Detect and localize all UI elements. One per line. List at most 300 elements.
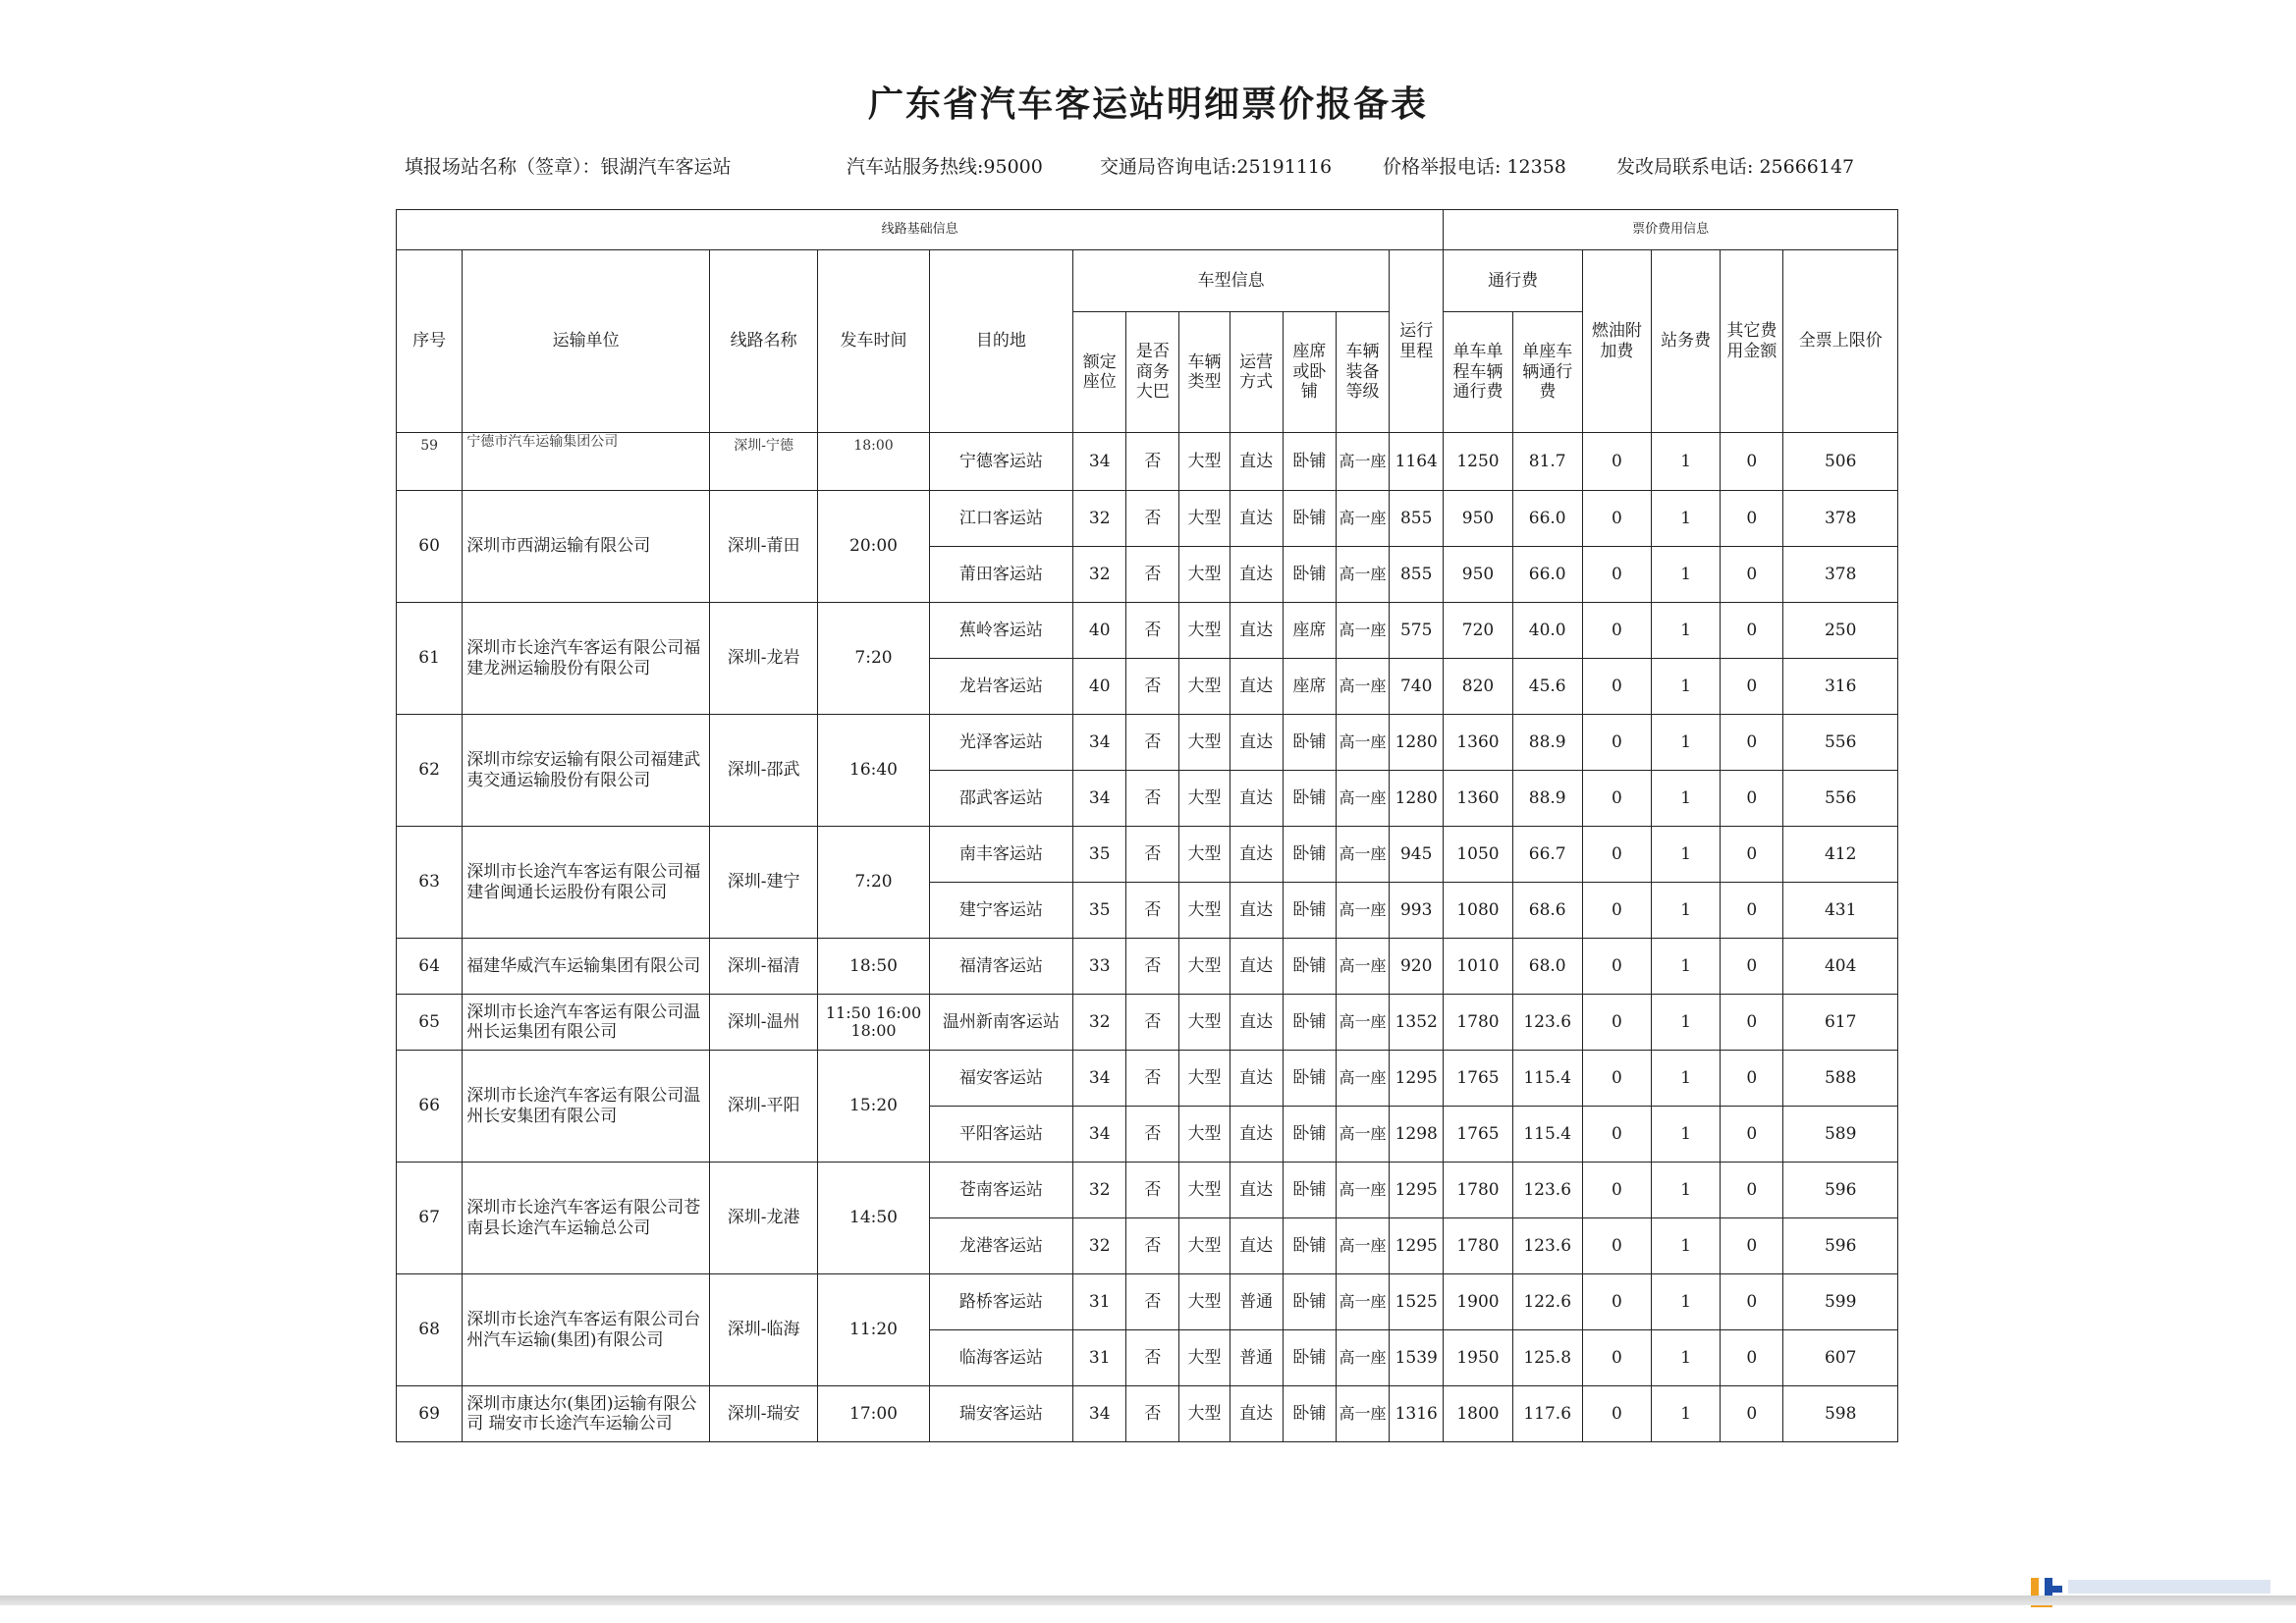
cell-vtype: 大型 <box>1179 1051 1230 1107</box>
cell-toll-seat: 40.0 <box>1512 603 1582 659</box>
cell-depart: 11:20 <box>818 1274 929 1386</box>
cell-max-price: 598 <box>1783 1386 1898 1442</box>
cell-berth: 卧铺 <box>1283 995 1336 1051</box>
cell-toll-seat: 88.9 <box>1512 715 1582 771</box>
cell-grade: 高一座 <box>1336 1218 1389 1274</box>
cell-operator: 深圳市长途汽车客运有限公司台州汽车运输(集团)有限公司 <box>463 1274 710 1386</box>
cell-operator: 福建华威汽车运输集团有限公司 <box>463 939 710 995</box>
cell-grade: 高一座 <box>1336 1163 1389 1218</box>
cell-grade: 高一座 <box>1336 433 1389 491</box>
cell-max-price: 250 <box>1783 603 1898 659</box>
cell-mileage: 945 <box>1390 827 1444 883</box>
cell-station-fee: 1 <box>1652 995 1721 1051</box>
cell-berth: 卧铺 <box>1283 1107 1336 1163</box>
cell-grade: 高一座 <box>1336 1107 1389 1163</box>
info-station: 填报场站名称（签章）：银湖汽车客运站 <box>405 156 732 178</box>
cell-fuel: 0 <box>1582 715 1651 771</box>
cell-toll-seat: 122.6 <box>1512 1274 1582 1330</box>
cell-toll-vehicle: 1800 <box>1444 1386 1512 1442</box>
cell-operator: 深圳市长途汽车客运有限公司福建省闽通长运股份有限公司 <box>463 827 710 939</box>
cell-seats: 31 <box>1073 1330 1126 1386</box>
table-row <box>397 1274 1898 1330</box>
cell-business: 否 <box>1126 433 1179 491</box>
cell-toll-seat: 125.8 <box>1512 1330 1582 1386</box>
cell-berth: 卧铺 <box>1283 491 1336 547</box>
cell-depart: 11:50 16:00 18:00 <box>818 995 929 1051</box>
cell-berth: 卧铺 <box>1283 1218 1336 1274</box>
cell-mode: 直达 <box>1230 491 1283 547</box>
header-vehicle-info: 车型信息 <box>1073 250 1390 312</box>
scan-edge-band <box>0 1596 2296 1605</box>
cell-fuel: 0 <box>1582 491 1651 547</box>
cell-station-fee: 1 <box>1652 603 1721 659</box>
cell-seats: 40 <box>1073 603 1126 659</box>
cell-business: 否 <box>1126 995 1179 1051</box>
cell-fuel: 0 <box>1582 1386 1651 1442</box>
header-station-fee: 站务费 <box>1652 250 1721 433</box>
info-price-report: 价格举报电话: 12358 <box>1383 156 1566 178</box>
cell-station-fee: 1 <box>1652 659 1721 715</box>
cell-grade: 高一座 <box>1336 771 1389 827</box>
cell-seats: 34 <box>1073 433 1126 491</box>
cell-other: 0 <box>1721 1330 1783 1386</box>
header-depart: 发车时间 <box>818 250 929 433</box>
cell-seats: 34 <box>1073 1051 1126 1107</box>
cell-mode: 直达 <box>1230 603 1283 659</box>
cell-toll-seat: 66.0 <box>1512 547 1582 603</box>
header-fuel: 燃油附加费 <box>1582 250 1651 433</box>
cell-max-price: 596 <box>1783 1163 1898 1218</box>
cell-dest: 路桥客运站 <box>929 1274 1072 1330</box>
cell-seats: 34 <box>1073 1386 1126 1442</box>
cell-toll-seat: 68.6 <box>1512 883 1582 939</box>
cell-berth: 卧铺 <box>1283 1051 1336 1107</box>
cell-dest: 江口客运站 <box>929 491 1072 547</box>
cell-toll-seat: 115.4 <box>1512 1107 1582 1163</box>
cell-mode: 直达 <box>1230 995 1283 1051</box>
cell-seq: 62 <box>397 715 463 827</box>
cell-toll-seat: 45.6 <box>1512 659 1582 715</box>
cell-mode: 直达 <box>1230 1051 1283 1107</box>
cell-seq: 63 <box>397 827 463 939</box>
cell-vtype: 大型 <box>1179 995 1230 1051</box>
site-logo-watermark <box>2029 1572 2274 1611</box>
cell-dest: 苍南客运站 <box>929 1163 1072 1218</box>
cell-toll-seat: 68.0 <box>1512 939 1582 995</box>
cell-grade: 高一座 <box>1336 1386 1389 1442</box>
cell-fuel: 0 <box>1582 827 1651 883</box>
cell-seq: 65 <box>397 995 463 1051</box>
header-destination: 目的地 <box>929 250 1072 433</box>
header-business: 是否商务大巴 <box>1126 312 1179 433</box>
cell-fuel: 0 <box>1582 1218 1651 1274</box>
header-max-price: 全票上限价 <box>1783 250 1898 433</box>
cell-dest: 南丰客运站 <box>929 827 1072 883</box>
table-row <box>397 603 1898 659</box>
cell-operator-text: 宁德市汽车运输集团公司 <box>466 434 619 450</box>
cell-grade: 高一座 <box>1336 995 1389 1051</box>
cell-fuel: 0 <box>1582 995 1651 1051</box>
cell-berth: 卧铺 <box>1283 1274 1336 1330</box>
cell-seats: 34 <box>1073 771 1126 827</box>
info-transport-phone: 交通局咨询电话:25191116 <box>1100 156 1333 178</box>
cell-other: 0 <box>1721 1274 1783 1330</box>
cell-business: 否 <box>1126 771 1179 827</box>
cell-seats: 32 <box>1073 491 1126 547</box>
cell-grade: 高一座 <box>1336 547 1389 603</box>
cell-fuel: 0 <box>1582 659 1651 715</box>
header-toll: 通行费 <box>1444 250 1582 312</box>
header-grade: 车辆装备等级 <box>1336 312 1389 433</box>
cell-other: 0 <box>1721 491 1783 547</box>
cell-max-price: 556 <box>1783 771 1898 827</box>
cell-other: 0 <box>1721 715 1783 771</box>
cell-fuel: 0 <box>1582 547 1651 603</box>
cell-dest: 建宁客运站 <box>929 883 1072 939</box>
cell-toll-vehicle: 950 <box>1444 491 1512 547</box>
cell-station-fee: 1 <box>1652 1274 1721 1330</box>
header-seats: 额定座位 <box>1073 312 1126 433</box>
cell-mode: 直达 <box>1230 1163 1283 1218</box>
header-route: 线路名称 <box>709 250 817 433</box>
cell-station-fee: 1 <box>1652 433 1721 491</box>
cell-depart: 20:00 <box>818 491 929 603</box>
cell-berth: 卧铺 <box>1283 827 1336 883</box>
cell-mode: 直达 <box>1230 939 1283 995</box>
cell-depart: 14:50 <box>818 1163 929 1274</box>
cell-vtype: 大型 <box>1179 547 1230 603</box>
cell-seq <box>397 433 463 491</box>
cell-max-price: 556 <box>1783 715 1898 771</box>
cell-grade: 高一座 <box>1336 603 1389 659</box>
cell-route: 深圳-平阳 <box>709 1051 817 1163</box>
cell-business: 否 <box>1126 547 1179 603</box>
cell-grade: 高一座 <box>1336 883 1389 939</box>
cell-route: 深圳-福清 <box>709 939 817 995</box>
table-row <box>397 1386 1898 1442</box>
cell-vtype: 大型 <box>1179 1274 1230 1330</box>
cell-business: 否 <box>1126 603 1179 659</box>
cell-toll-vehicle: 1250 <box>1444 433 1512 491</box>
cell-toll-vehicle: 1360 <box>1444 715 1512 771</box>
cell-dest: 光泽客运站 <box>929 715 1072 771</box>
cell-route: 深圳-温州 <box>709 995 817 1051</box>
cell-seats: 31 <box>1073 1274 1126 1330</box>
cell-other: 0 <box>1721 995 1783 1051</box>
cell-berth: 座席 <box>1283 603 1336 659</box>
cell-business: 否 <box>1126 883 1179 939</box>
cell-other: 0 <box>1721 939 1783 995</box>
cell-mileage: 1316 <box>1390 1386 1444 1442</box>
cell-toll-seat: 88.9 <box>1512 771 1582 827</box>
cell-depart: 7:20 <box>818 827 929 939</box>
cell-toll-seat: 123.6 <box>1512 1218 1582 1274</box>
cell-fuel: 0 <box>1582 1107 1651 1163</box>
cell-depart-text: 18:00 <box>853 438 894 454</box>
cell-mileage: 855 <box>1390 491 1444 547</box>
cell-mode: 普通 <box>1230 1274 1283 1330</box>
cell-max-price: 607 <box>1783 1330 1898 1386</box>
cell-toll-vehicle: 1010 <box>1444 939 1512 995</box>
cell-vtype: 大型 <box>1179 603 1230 659</box>
cell-toll-seat: 66.0 <box>1512 491 1582 547</box>
cell-station-fee: 1 <box>1652 1163 1721 1218</box>
cell-max-price: 617 <box>1783 995 1898 1051</box>
cell-fuel: 0 <box>1582 603 1651 659</box>
cell-vtype: 大型 <box>1179 883 1230 939</box>
cell-seats: 32 <box>1073 1163 1126 1218</box>
cell-mileage: 1295 <box>1390 1051 1444 1107</box>
fare-table <box>396 209 1898 1442</box>
cell-seq: 64 <box>397 939 463 995</box>
cell-max-price: 412 <box>1783 827 1898 883</box>
cell-dest: 莆田客运站 <box>929 547 1072 603</box>
cell-mode: 直达 <box>1230 771 1283 827</box>
cell-fuel: 0 <box>1582 433 1651 491</box>
info-ndrc-phone: 发改局联系电话: 25666147 <box>1616 156 1855 178</box>
table-row <box>397 491 1898 547</box>
cell-fuel: 0 <box>1582 1274 1651 1330</box>
cell-mode: 直达 <box>1230 827 1283 883</box>
header-seq: 序号 <box>397 250 463 433</box>
cell-toll-vehicle: 1360 <box>1444 771 1512 827</box>
cell-operator: 深圳市长途汽车客运有限公司苍南县长途汽车运输总公司 <box>463 1163 710 1274</box>
cell-business: 否 <box>1126 659 1179 715</box>
cell-business: 否 <box>1126 1218 1179 1274</box>
cell-grade: 高一座 <box>1336 827 1389 883</box>
cell-business: 否 <box>1126 715 1179 771</box>
cell-mileage: 740 <box>1390 659 1444 715</box>
cell-fuel: 0 <box>1582 771 1651 827</box>
header-other: 其它费用金额 <box>1721 250 1783 433</box>
cell-vtype: 大型 <box>1179 1386 1230 1442</box>
cell-route-text: 深圳-宁德 <box>734 438 794 454</box>
cell-other: 0 <box>1721 547 1783 603</box>
cell-other: 0 <box>1721 1386 1783 1442</box>
cell-seats: 33 <box>1073 939 1126 995</box>
cell-station-fee: 1 <box>1652 827 1721 883</box>
cell-berth: 卧铺 <box>1283 547 1336 603</box>
cell-route: 深圳-建宁 <box>709 827 817 939</box>
cell-toll-vehicle: 950 <box>1444 547 1512 603</box>
cell-max-price: 431 <box>1783 883 1898 939</box>
cell-dest: 平阳客运站 <box>929 1107 1072 1163</box>
cell-station-fee: 1 <box>1652 939 1721 995</box>
cell-mileage: 1525 <box>1390 1274 1444 1330</box>
cell-route: 深圳-瑞安 <box>709 1386 817 1442</box>
cell-depart: 16:40 <box>818 715 929 827</box>
cell-toll-seat: 115.4 <box>1512 1051 1582 1107</box>
cell-mode: 直达 <box>1230 1386 1283 1442</box>
cell-seats: 35 <box>1073 827 1126 883</box>
cell-mode: 直达 <box>1230 547 1283 603</box>
cell-vtype: 大型 <box>1179 433 1230 491</box>
cell-mileage: 855 <box>1390 547 1444 603</box>
cell-toll-vehicle: 1765 <box>1444 1051 1512 1107</box>
cell-route: 深圳-临海 <box>709 1274 817 1386</box>
fare-table-wrapper <box>396 209 1898 1442</box>
cell-grade: 高一座 <box>1336 1051 1389 1107</box>
cell-mileage: 993 <box>1390 883 1444 939</box>
cell-mode: 直达 <box>1230 1107 1283 1163</box>
cell-depart: 15:20 <box>818 1051 929 1163</box>
cell-other: 0 <box>1721 1107 1783 1163</box>
cell-mode: 直达 <box>1230 433 1283 491</box>
cell-operator: 深圳市综安运输有限公司福建武夷交通运输股份有限公司 <box>463 715 710 827</box>
cell-other: 0 <box>1721 883 1783 939</box>
cell-depart <box>818 433 929 491</box>
cell-fuel: 0 <box>1582 1051 1651 1107</box>
table-row-cutoff <box>397 433 1898 491</box>
cell-vtype: 大型 <box>1179 659 1230 715</box>
cell-max-price: 378 <box>1783 547 1898 603</box>
cell-other: 0 <box>1721 827 1783 883</box>
cell-mode: 直达 <box>1230 1218 1283 1274</box>
cell-operator: 深圳市长途汽车客运有限公司福建龙洲运输股份有限公司 <box>463 603 710 715</box>
cell-mileage: 1280 <box>1390 715 1444 771</box>
cell-station-fee: 1 <box>1652 1330 1721 1386</box>
cell-berth: 座席 <box>1283 659 1336 715</box>
cell-seq: 66 <box>397 1051 463 1163</box>
cell-toll-vehicle: 1780 <box>1444 1163 1512 1218</box>
cell-business: 否 <box>1126 1330 1179 1386</box>
cell-toll-vehicle: 820 <box>1444 659 1512 715</box>
cell-mileage: 1298 <box>1390 1107 1444 1163</box>
cell-other: 0 <box>1721 659 1783 715</box>
cell-route: 深圳-龙岩 <box>709 603 817 715</box>
cell-seats: 32 <box>1073 995 1126 1051</box>
cell-mileage: 1280 <box>1390 771 1444 827</box>
cell-operator <box>463 433 710 491</box>
cell-route <box>709 433 817 491</box>
cell-grade: 高一座 <box>1336 1330 1389 1386</box>
cell-seats: 35 <box>1073 883 1126 939</box>
cell-fuel: 0 <box>1582 939 1651 995</box>
cell-mode: 直达 <box>1230 659 1283 715</box>
cell-operator: 深圳市西湖运输有限公司 <box>463 491 710 603</box>
cell-toll-vehicle: 1765 <box>1444 1107 1512 1163</box>
cell-mileage: 1164 <box>1390 433 1444 491</box>
cell-business: 否 <box>1126 1107 1179 1163</box>
cell-seq: 68 <box>397 1274 463 1386</box>
page-title: 广东省汽车客运站明细票价报备表 <box>867 84 1428 125</box>
cell-business: 否 <box>1126 1051 1179 1107</box>
cell-seq: 61 <box>397 603 463 715</box>
header-berth: 座席或卧铺 <box>1283 312 1336 433</box>
cell-other: 0 <box>1721 603 1783 659</box>
cell-vtype: 大型 <box>1179 827 1230 883</box>
cell-seats: 40 <box>1073 659 1126 715</box>
cell-mileage: 1352 <box>1390 995 1444 1051</box>
cell-grade: 高一座 <box>1336 491 1389 547</box>
cell-max-price: 596 <box>1783 1218 1898 1274</box>
cell-mileage: 1295 <box>1390 1218 1444 1274</box>
cell-max-price: 599 <box>1783 1274 1898 1330</box>
cell-berth: 卧铺 <box>1283 771 1336 827</box>
cell-dest: 临海客运站 <box>929 1330 1072 1386</box>
cell-mileage: 1295 <box>1390 1163 1444 1218</box>
cell-business: 否 <box>1126 491 1179 547</box>
table-row <box>397 715 1898 771</box>
cell-route: 深圳-龙港 <box>709 1163 817 1274</box>
header-operator: 运输单位 <box>463 250 710 433</box>
cell-station-fee: 1 <box>1652 491 1721 547</box>
cell-other: 0 <box>1721 1051 1783 1107</box>
cell-vtype: 大型 <box>1179 1163 1230 1218</box>
cell-toll-seat: 123.6 <box>1512 995 1582 1051</box>
header-toll-seat: 单座车辆通行费 <box>1512 312 1582 433</box>
cell-grade: 高一座 <box>1336 715 1389 771</box>
cell-business: 否 <box>1126 1274 1179 1330</box>
cell-operator: 深圳市长途汽车客运有限公司温州长运集团有限公司 <box>463 995 710 1051</box>
cell-vtype: 大型 <box>1179 1107 1230 1163</box>
cell-berth: 卧铺 <box>1283 939 1336 995</box>
cell-mode: 直达 <box>1230 715 1283 771</box>
cell-station-fee: 1 <box>1652 1051 1721 1107</box>
cell-station-fee: 1 <box>1652 1107 1721 1163</box>
cell-mileage: 575 <box>1390 603 1444 659</box>
cell-dest: 邵武客运站 <box>929 771 1072 827</box>
cell-vtype: 大型 <box>1179 771 1230 827</box>
cell-other: 0 <box>1721 1163 1783 1218</box>
cell-berth: 卧铺 <box>1283 1330 1336 1386</box>
cell-max-price: 506 <box>1783 433 1898 491</box>
header-fare-info: 票价费用信息 <box>1444 210 1898 250</box>
cell-seats: 32 <box>1073 1218 1126 1274</box>
cell-seq: 67 <box>397 1163 463 1274</box>
cell-dest: 福清客运站 <box>929 939 1072 995</box>
cell-mode: 普通 <box>1230 1330 1283 1386</box>
cell-dest: 龙港客运站 <box>929 1218 1072 1274</box>
cell-toll-seat: 66.7 <box>1512 827 1582 883</box>
cell-mode: 直达 <box>1230 883 1283 939</box>
cell-dest: 龙岩客运站 <box>929 659 1072 715</box>
cell-berth: 卧铺 <box>1283 1386 1336 1442</box>
cell-business: 否 <box>1126 1386 1179 1442</box>
cell-dest: 瑞安客运站 <box>929 1386 1072 1442</box>
cell-operator: 深圳市长途汽车客运有限公司温州长安集团有限公司 <box>463 1051 710 1163</box>
cell-seats: 32 <box>1073 547 1126 603</box>
cell-grade: 高一座 <box>1336 1274 1389 1330</box>
cell-vtype: 大型 <box>1179 1330 1230 1386</box>
cell-fuel: 0 <box>1582 883 1651 939</box>
cell-mileage: 1539 <box>1390 1330 1444 1386</box>
header-mode: 运营方式 <box>1230 312 1283 433</box>
cell-mileage: 920 <box>1390 939 1444 995</box>
cell-berth: 卧铺 <box>1283 433 1336 491</box>
cell-max-price: 404 <box>1783 939 1898 995</box>
header-mileage: 运行里程 <box>1390 250 1444 433</box>
cell-seq-text: 59 <box>420 438 439 454</box>
cell-dest: 蕉岭客运站 <box>929 603 1072 659</box>
cell-toll-vehicle: 1780 <box>1444 995 1512 1051</box>
cell-business: 否 <box>1126 827 1179 883</box>
cell-vtype: 大型 <box>1179 715 1230 771</box>
cell-seq: 60 <box>397 491 463 603</box>
cell-toll-seat: 81.7 <box>1512 433 1582 491</box>
cell-seats: 34 <box>1073 1107 1126 1163</box>
cell-seq: 69 <box>397 1386 463 1442</box>
cell-other: 0 <box>1721 433 1783 491</box>
cell-toll-vehicle: 1050 <box>1444 827 1512 883</box>
header-vtype: 车辆类型 <box>1179 312 1230 433</box>
cell-vtype: 大型 <box>1179 1218 1230 1274</box>
cell-max-price: 589 <box>1783 1107 1898 1163</box>
header-toll-vehicle: 单车单程车辆通行费 <box>1444 312 1512 433</box>
cell-other: 0 <box>1721 1218 1783 1274</box>
cell-toll-vehicle: 720 <box>1444 603 1512 659</box>
cell-max-price: 588 <box>1783 1051 1898 1107</box>
